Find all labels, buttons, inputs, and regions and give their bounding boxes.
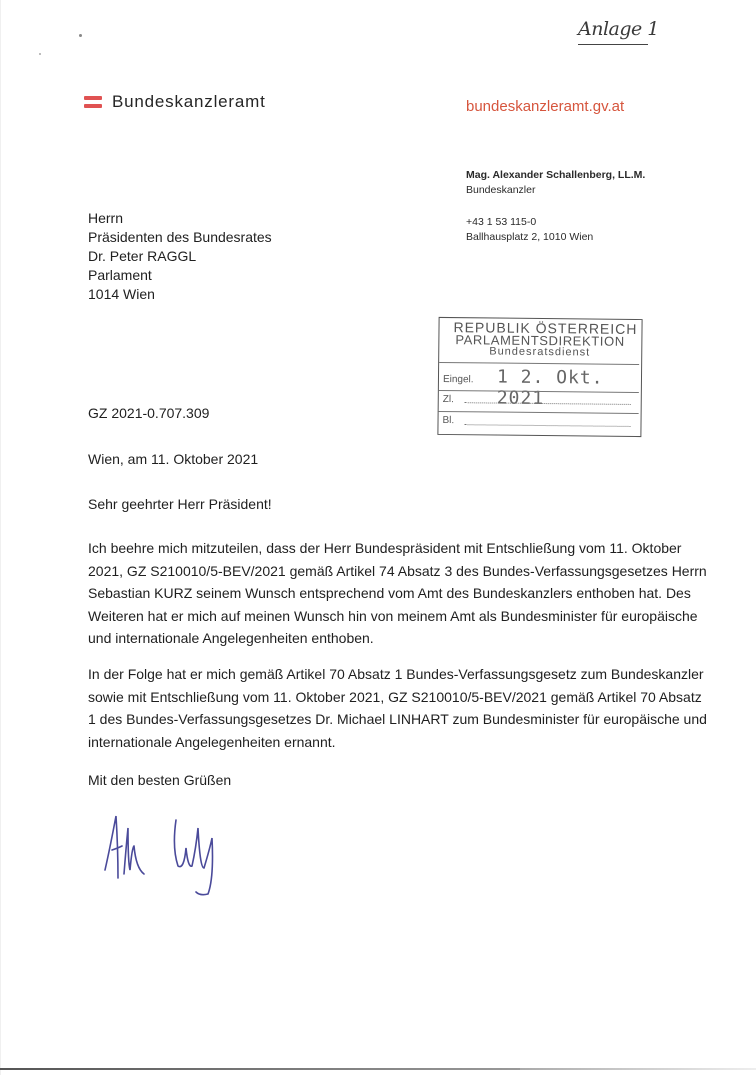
austrian-flag-logo-icon <box>84 96 102 109</box>
handwritten-signature <box>100 808 250 898</box>
salutation: Sehr geehrter Herr Präsident! <box>88 496 272 512</box>
annex-handwritten-note: Anlage 1 <box>578 18 659 40</box>
scan-speck <box>39 53 41 55</box>
sender-address: Ballhausplatz 2, 1010 Wien <box>466 231 594 243</box>
website-link[interactable]: bundeskanzleramt.gv.at <box>466 98 625 115</box>
closing: Mit den besten Grüßen <box>88 772 232 788</box>
place-date: Wien, am 11. Oktober 2021 <box>88 451 259 467</box>
stamp-bl-dots <box>464 424 630 427</box>
stamp-divider <box>439 362 639 365</box>
annex-underline <box>578 44 648 45</box>
stamp-zl-label: Zl. <box>442 393 454 406</box>
scan-speck <box>79 34 82 37</box>
stamp-line-service: Bundesratsdienst <box>489 345 591 359</box>
page-edge <box>0 0 1 1075</box>
scan-bottom-edge <box>0 1068 520 1070</box>
stamp-received-label: Eingel. <box>442 373 474 386</box>
body-paragraph: In der Folge hat er mich gemäß Artikel 70 Absatz 1 Bundes-Verfassungsgesetz zum Bundeskanzler sowie mit Entschließung vom 11. Oktober 2021, GZ S210010/5-BEV/2021 gemäß Artikel 70 Absatz 1 des Bundes-Verfassungsgesetzes Dr. Michael LINHART zum Bundesminister für europäische und internationale Angelegenheiten ernannt. <box>88 666 707 750</box>
logo-text: Bundeskanzleramt <box>112 92 266 111</box>
scan-bottom-edge <box>520 1068 756 1070</box>
stamp-line-republic: REPUBLIK ÖSTERREICH <box>453 319 638 338</box>
recipient-line: Präsidenten des Bundesrates <box>88 229 272 245</box>
body-paragraph: Ich beehre mich mitzuteilen, dass der Herr Bundespräsident mit Entschließung vom 11. Oktober 2021, GZ S210010/5-BEV/2021 gemäß Artikel 74 Absatz 3 des Bundes-Verfassungsgesetzes Herrn Sebastian KURZ seinem Wunsch entsprechend vom Amt des Bundeskanzlers enthoben hat. Des Weiteren hat er mich auf meinen Wunsch hin von meinem Amt als Bundesminister für europäische und internationale Angelegenheiten enthoben. <box>88 540 707 646</box>
received-stamp <box>437 317 642 437</box>
sender-name: Mag. Alexander Schallenberg, LL.M. <box>466 169 646 181</box>
sender-block <box>466 168 645 198</box>
recipient-line: Dr. Peter RAGGL <box>88 248 197 264</box>
recipient-line: 1014 Wien <box>88 286 155 302</box>
stamp-received-date: 1 2. Okt. 2021 <box>496 366 604 410</box>
recipient-line: Parlament <box>88 267 152 283</box>
sender-title: Bundeskanzler <box>466 184 536 196</box>
reference-number: GZ 2021-0.707.309 <box>88 405 210 421</box>
contact-block <box>466 215 593 245</box>
recipient-line: Herrn <box>88 210 124 226</box>
stamp-bl-label: Bl. <box>442 414 455 427</box>
sender-phone: +43 1 53 115-0 <box>466 216 537 228</box>
stamp-line-directorate: PARLAMENTSDIREKTION <box>455 332 625 349</box>
recipient-address <box>88 209 272 304</box>
stamp-divider <box>439 411 639 414</box>
